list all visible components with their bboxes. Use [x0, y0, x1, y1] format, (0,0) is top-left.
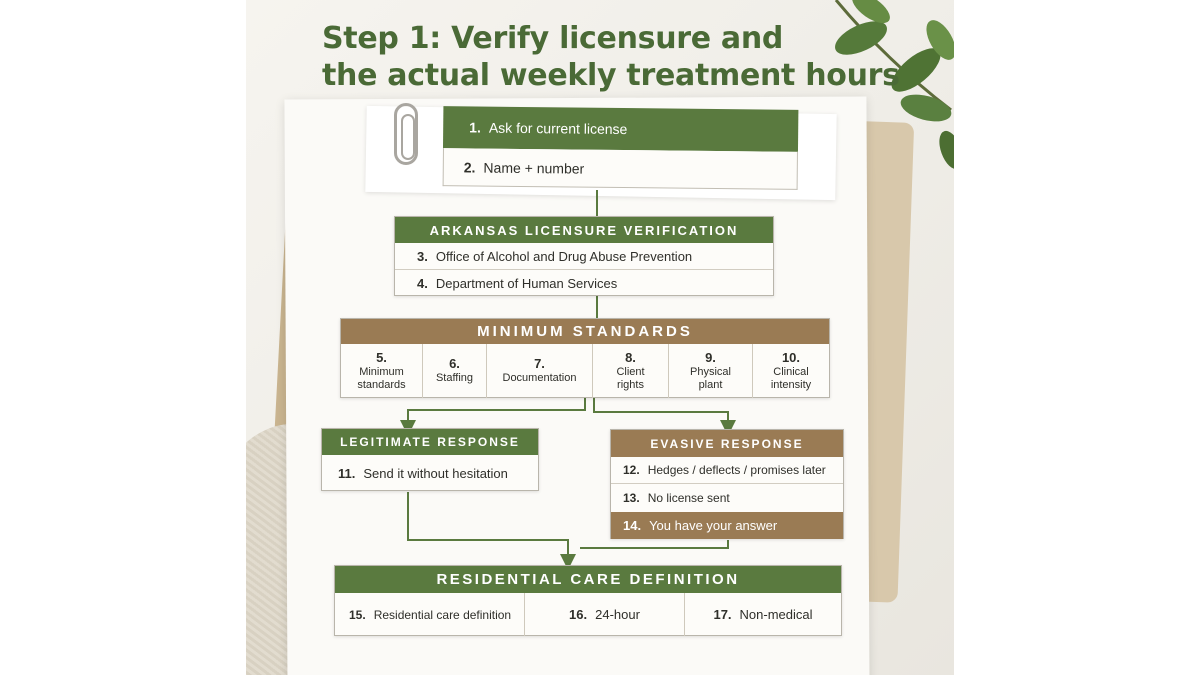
verification-item-4-num: 4. [417, 275, 428, 291]
evasive-item-14-label: You have your answer [649, 518, 778, 533]
residential-15-label: Residential care definition [373, 607, 512, 622]
residential-cell-15 [335, 593, 525, 636]
verification-item-3-label: Office of Alcohol and Drug Abuse Prevention [435, 248, 693, 264]
standard-cell-6 [423, 344, 487, 398]
standard-9-line1: Physical [690, 365, 731, 378]
standard-cell-10 [753, 344, 829, 398]
ask-item-1-label: Ask for current license [488, 119, 628, 138]
evasive-item-12 [611, 457, 843, 484]
legitimate-response-header: LEGITIMATE RESPONSE [322, 429, 538, 455]
residential-16-num: 16. [569, 607, 588, 622]
residential-care-box [334, 565, 842, 636]
standard-10-line2: intensity [770, 378, 812, 391]
evasive-item-14-num: 14. [623, 518, 642, 533]
evasive-item-13-num: 13. [623, 491, 640, 505]
residential-row [335, 593, 841, 636]
verification-item-3 [395, 243, 773, 270]
residential-17-label: Non-medical [739, 607, 813, 622]
ask-item-1 [443, 106, 798, 152]
evasive-item-13-label: No license sent [647, 491, 730, 505]
verification-item-3-num: 3. [417, 248, 428, 264]
standard-8-line2: rights [617, 378, 644, 391]
title-line-1: Step 1: Verify licensure and [322, 21, 784, 56]
standard-9-num: 9. [705, 349, 716, 365]
evasive-item-12-label: Hedges / deflects / promises later [647, 463, 826, 477]
evasive-item-12-num: 12. [623, 463, 640, 477]
evasive-response-box [610, 429, 844, 539]
standard-5-num: 5. [376, 349, 387, 365]
standards-row [341, 344, 829, 398]
evasive-item-13 [611, 484, 843, 512]
verification-item-4-label: Department of Human Services [435, 275, 618, 291]
standard-8-line1: Client [616, 365, 645, 378]
standard-5-line1: Minimum [359, 365, 404, 378]
licensure-verification-box [394, 216, 774, 296]
licensure-verification-header: ARKANSAS LICENSURE VERIFICATION [395, 217, 773, 243]
standard-10-line1: Clinical [773, 365, 809, 378]
minimum-standards-box [340, 318, 830, 398]
evasive-item-14 [611, 512, 843, 539]
legit-item-11-num: 11. [338, 465, 356, 481]
ask-item-2-label: Name + number [483, 159, 585, 177]
standard-cell-8 [593, 344, 669, 398]
residential-cell-16 [525, 593, 685, 636]
standard-10-num: 10. [781, 349, 801, 365]
residential-care-header: RESIDENTIAL CARE DEFINITION [335, 566, 841, 593]
standard-6-line1: Staffing [435, 372, 474, 384]
standard-9-line2: plant [698, 378, 723, 391]
standard-6-num: 6. [449, 356, 460, 371]
verification-item-4 [395, 270, 773, 296]
ask-item-1-num: 1. [469, 119, 481, 136]
legitimate-response-box [321, 428, 539, 491]
standard-8-num: 8. [625, 349, 636, 365]
ask-item-2 [443, 148, 798, 190]
standard-cell-7 [487, 344, 593, 398]
legit-item-11 [322, 455, 538, 491]
minimum-standards-header: MINIMUM STANDARDS [341, 319, 829, 344]
paperclip-icon [394, 103, 418, 165]
legit-item-11-label: Send it without hesitation [363, 465, 508, 481]
standard-cell-5 [341, 344, 423, 398]
standard-7-num: 7. [534, 356, 545, 371]
standard-cell-9 [669, 344, 753, 398]
residential-16-label: 24-hour [595, 607, 640, 622]
ask-item-2-num: 2. [463, 158, 476, 175]
page-title [322, 20, 900, 94]
standard-7-line1: Documentation [502, 372, 577, 384]
residential-17-num: 17. [713, 607, 732, 622]
standard-5-line2: standards [357, 378, 406, 391]
residential-15-num: 15. [349, 607, 366, 622]
title-line-2: the actual weekly treatment hours [322, 58, 900, 93]
ask-license-card [443, 106, 799, 190]
evasive-response-header: EVASIVE RESPONSE [611, 430, 843, 457]
residential-cell-17 [685, 593, 841, 636]
